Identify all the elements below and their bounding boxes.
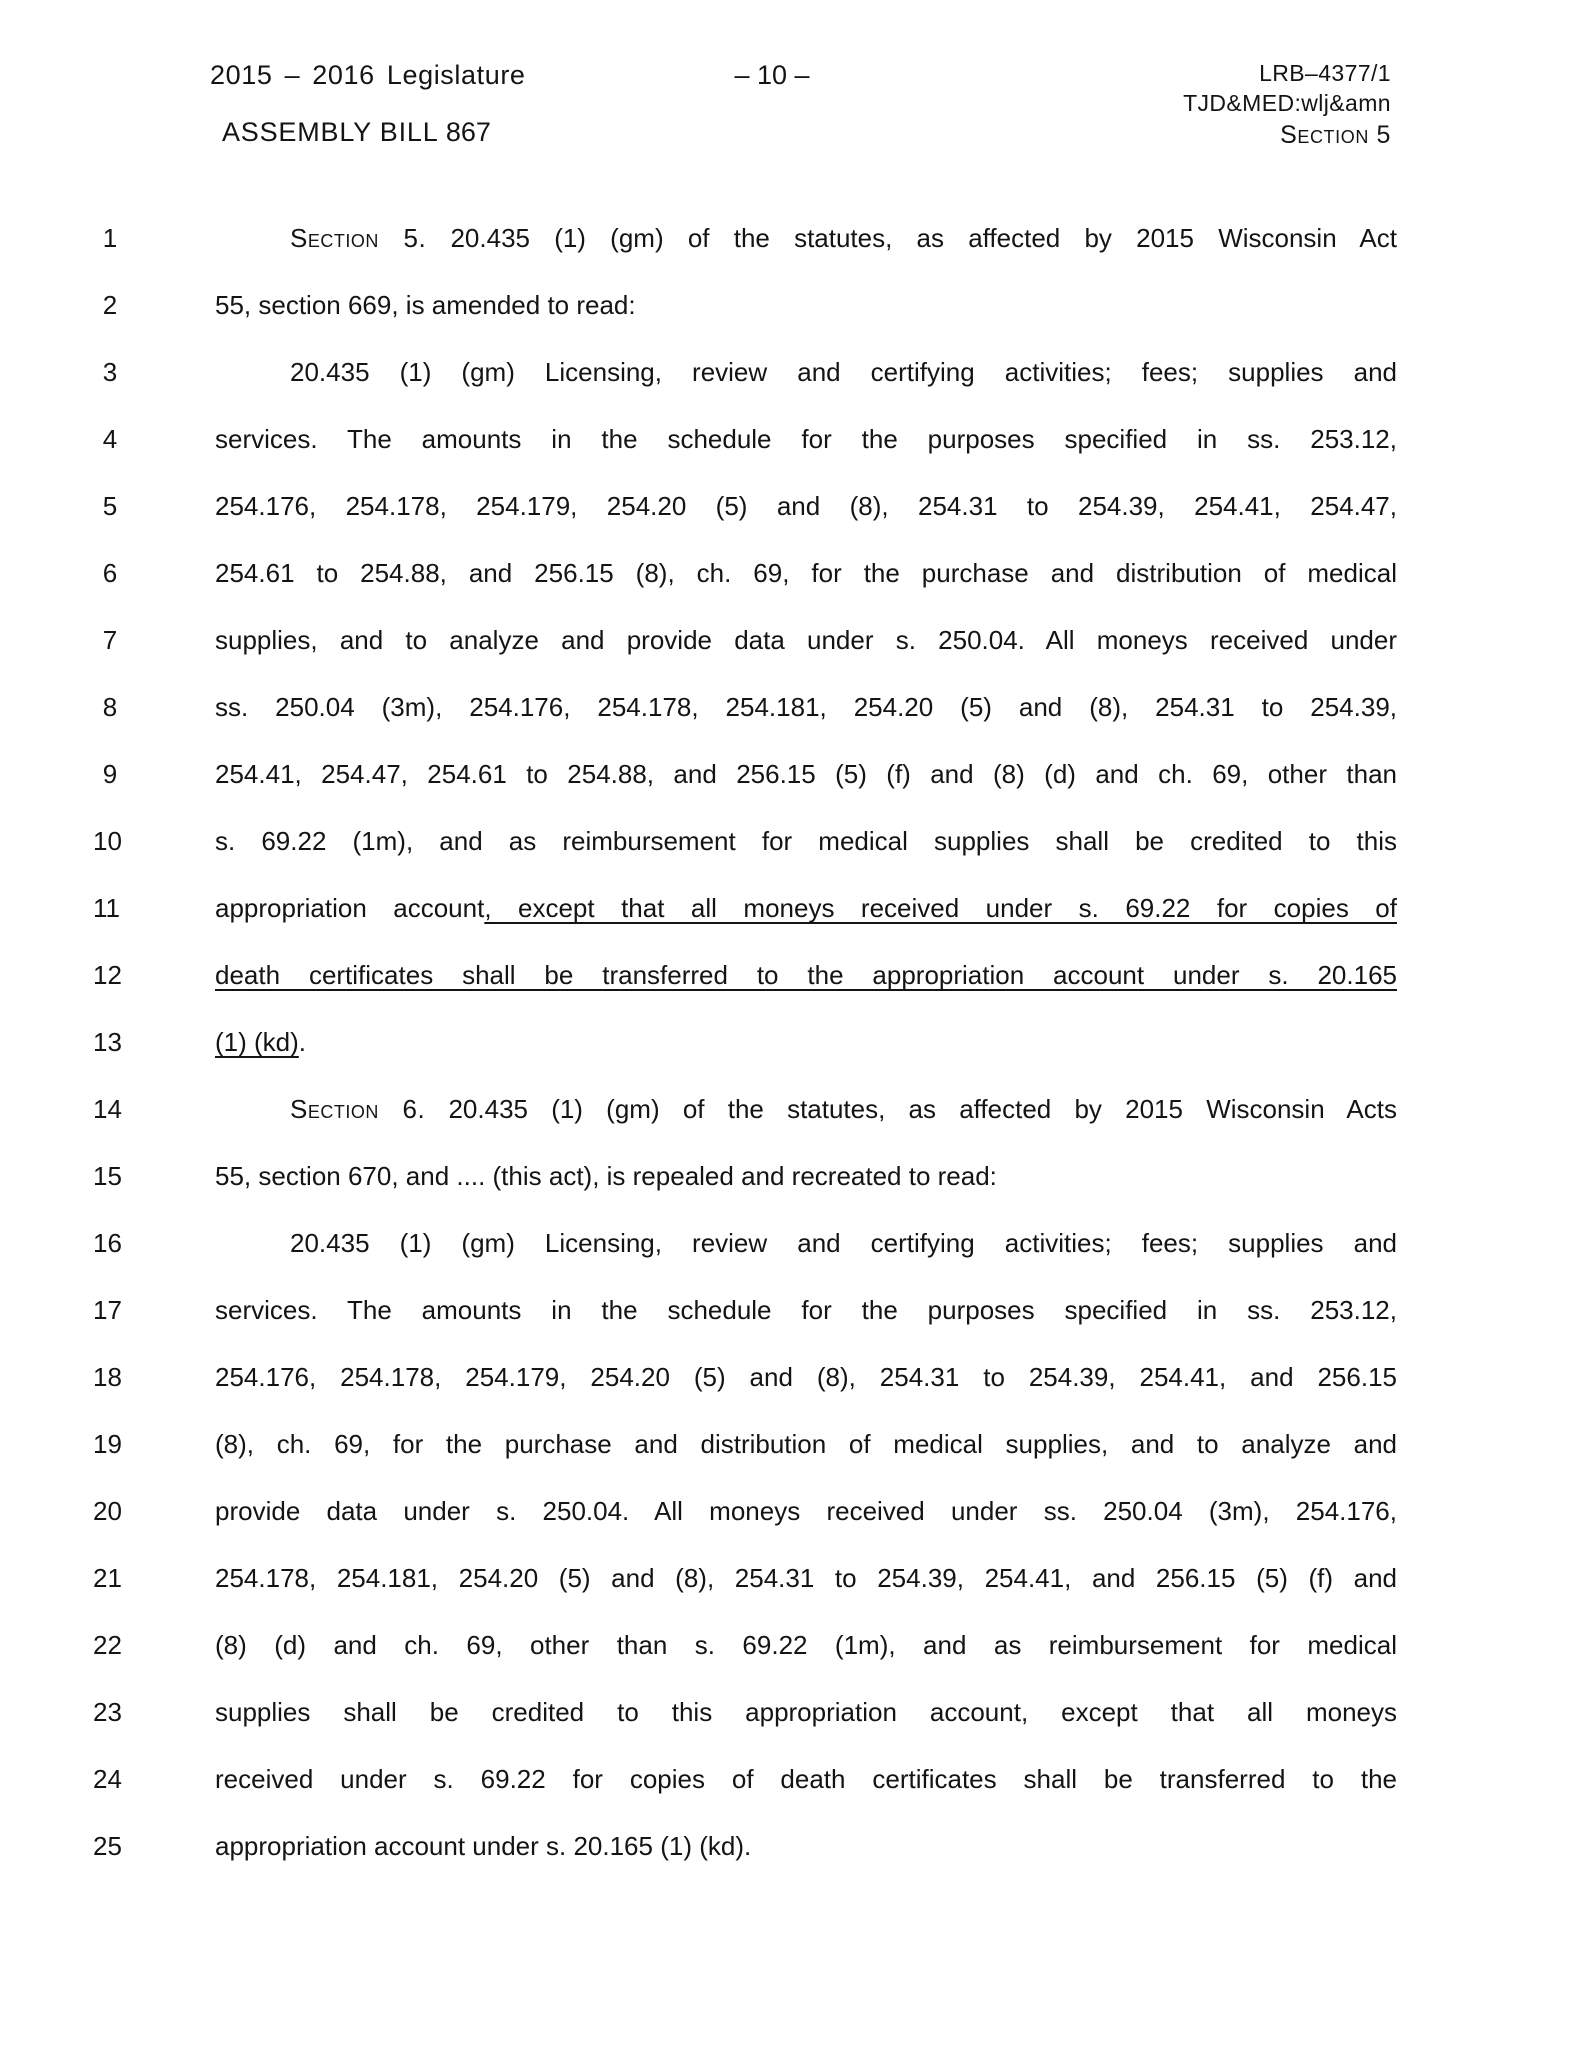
header-page-number: – 10 – — [734, 60, 810, 90]
line-text: (8), ch. 69, for the purchase and distribution of medical supplies, and to analyze and — [215, 1429, 1397, 1459]
line-number: 7 — [102, 625, 118, 655]
body-line — [0, 218, 1583, 258]
line-text — [290, 1089, 1397, 1129]
line-text-content: 20.435 (1) (gm) of the statutes, as affected by 2015 Wisconsin Act — [426, 223, 1397, 253]
line-number: 23 — [93, 1697, 122, 1727]
line-text: 254.176, 254.178, 254.179, 254.20 (5) and (8), 254.31 to 254.39, 254.41, and 256.15 — [215, 1362, 1397, 1392]
line-text: supplies, and to analyze and provide data under s. 250.04. All moneys received under — [215, 625, 1397, 655]
body-line — [0, 419, 1583, 459]
bill-number: 867 — [445, 117, 491, 147]
line-text: supplies shall be credited to this appropriation account, except that all moneys — [215, 1697, 1397, 1727]
line-text: appropriation account under s. 20.165 (1) (kd). — [215, 1831, 752, 1861]
body-line — [0, 1759, 1583, 1799]
line-text: provide data under s. 250.04. All moneys received under ss. 250.04 (3m), 254.176, — [215, 1496, 1397, 1526]
line-text: 20.435 (1) (gm) Licensing, review and certifying activities; fees; supplies and — [290, 1228, 1397, 1258]
line-text — [215, 888, 1397, 928]
line-text: 20.435 (1) (gm) Licensing, review and certifying activities; fees; supplies and — [290, 357, 1397, 387]
body-line — [0, 1826, 1583, 1866]
body-line — [0, 352, 1583, 392]
line-text: (8) (d) and ch. 69, other than s. 69.22 (1m), and as reimbursement for medical — [215, 1630, 1397, 1660]
line-number: 15 — [93, 1161, 122, 1191]
line-number: 14 — [93, 1094, 122, 1124]
header-reference-block — [1183, 58, 1391, 150]
line-text: 254.41, 254.47, 254.61 to 254.88, and 256.15 (5) (f) and (8) (d) and ch. 69, other than — [215, 759, 1397, 789]
body-line — [0, 1022, 1583, 1062]
inserted-text: death certificates shall be transferred to the appropriation account under s. 20.165 — [215, 960, 1397, 990]
section-heading: Section 6. — [290, 1094, 426, 1124]
body-line — [0, 1424, 1583, 1464]
line-number: 22 — [93, 1630, 122, 1660]
line-text: 254.176, 254.178, 254.179, 254.20 (5) and (8), 254.31 to 254.39, 254.41, 254.47, — [215, 491, 1397, 521]
body-line — [0, 1625, 1583, 1665]
line-number: 19 — [93, 1429, 122, 1459]
line-number: 5 — [102, 491, 118, 521]
body-line — [0, 620, 1583, 660]
body-line — [0, 1692, 1583, 1732]
line-text: received under s. 69.22 for copies of death certificates shall be transferred to the — [215, 1764, 1397, 1794]
line-text-content: 20.435 (1) (gm) of the statutes, as affected by 2015 Wisconsin Acts — [425, 1094, 1397, 1124]
line-text: 55, section 669, is amended to read: — [215, 290, 636, 320]
section-heading: Section 5. — [290, 223, 427, 253]
body-line — [0, 888, 1583, 928]
body-line — [0, 1089, 1583, 1129]
body-line — [0, 285, 1583, 325]
line-number: 12 — [93, 960, 122, 990]
body-line — [0, 1223, 1583, 1263]
line-text: services. The amounts in the schedule for the purposes specified in ss. 253.12, — [215, 1295, 1397, 1325]
body-line — [0, 553, 1583, 593]
line-text: 254.61 to 254.88, and 256.15 (8), ch. 69, for the purchase and distribution of medical — [215, 558, 1397, 588]
line-text — [215, 955, 1397, 995]
inserted-text: , except that all moneys received under s. 69.22 for copies of — [484, 893, 1397, 923]
line-number: 17 — [93, 1295, 122, 1325]
body-line — [0, 1290, 1583, 1330]
line-number: 10 — [93, 826, 122, 856]
line-text — [215, 1022, 1397, 1062]
line-number: 20 — [93, 1496, 122, 1526]
line-text-content: appropriation account — [215, 893, 485, 923]
line-number: 6 — [102, 558, 118, 588]
line-number: 1 — [102, 223, 118, 253]
line-number: 13 — [93, 1027, 122, 1057]
line-text: s. 69.22 (1m), and as reimbursement for medical supplies shall be credited to this — [215, 826, 1397, 856]
line-text: 55, section 670, and .... (this act), is repealed and recreated to read: — [215, 1161, 997, 1191]
body-line — [0, 1491, 1583, 1531]
header-legislature: 2015 – 2016 Legislature — [210, 60, 526, 90]
body-line — [0, 955, 1583, 995]
header-section-label: Section 5 — [1280, 121, 1391, 149]
line-number: 16 — [93, 1228, 122, 1258]
line-number: 18 — [93, 1362, 122, 1392]
line-number: 4 — [102, 424, 118, 454]
body-line — [0, 754, 1583, 794]
drafter-initials: TJD&MED:wlj&amn — [1183, 90, 1391, 116]
line-number: 24 — [93, 1764, 122, 1794]
line-text: 254.178, 254.181, 254.20 (5) and (8), 254.31 to 254.39, 254.41, and 256.15 (5) (f) and — [215, 1563, 1397, 1593]
line-text: services. The amounts in the schedule for the purposes specified in ss. 253.12, — [215, 424, 1397, 454]
body-line — [0, 486, 1583, 526]
line-number: 11 — [93, 893, 120, 923]
line-text: ss. 250.04 (3m), 254.176, 254.178, 254.181, 254.20 (5) and (8), 254.31 to 254.39, — [215, 692, 1397, 722]
body-line — [0, 1558, 1583, 1598]
line-number: 8 — [102, 692, 118, 722]
line-number: 2 — [102, 290, 118, 320]
line-number: 9 — [102, 759, 118, 789]
body-line — [0, 1156, 1583, 1196]
inserted-text: (1) (kd) — [215, 1027, 299, 1057]
line-number: 25 — [93, 1831, 122, 1861]
line-number: 3 — [102, 357, 118, 387]
body-line — [0, 1357, 1583, 1397]
line-text — [290, 218, 1397, 258]
line-text-content: . — [298, 1027, 307, 1057]
bill-title-text: ASSEMBLY BILL — [222, 117, 438, 147]
body-line — [0, 821, 1583, 861]
header-bill-title — [222, 117, 491, 147]
line-number: 21 — [93, 1563, 122, 1593]
lrb-number: LRB–4377/1 — [1259, 60, 1391, 86]
body-line — [0, 687, 1583, 727]
